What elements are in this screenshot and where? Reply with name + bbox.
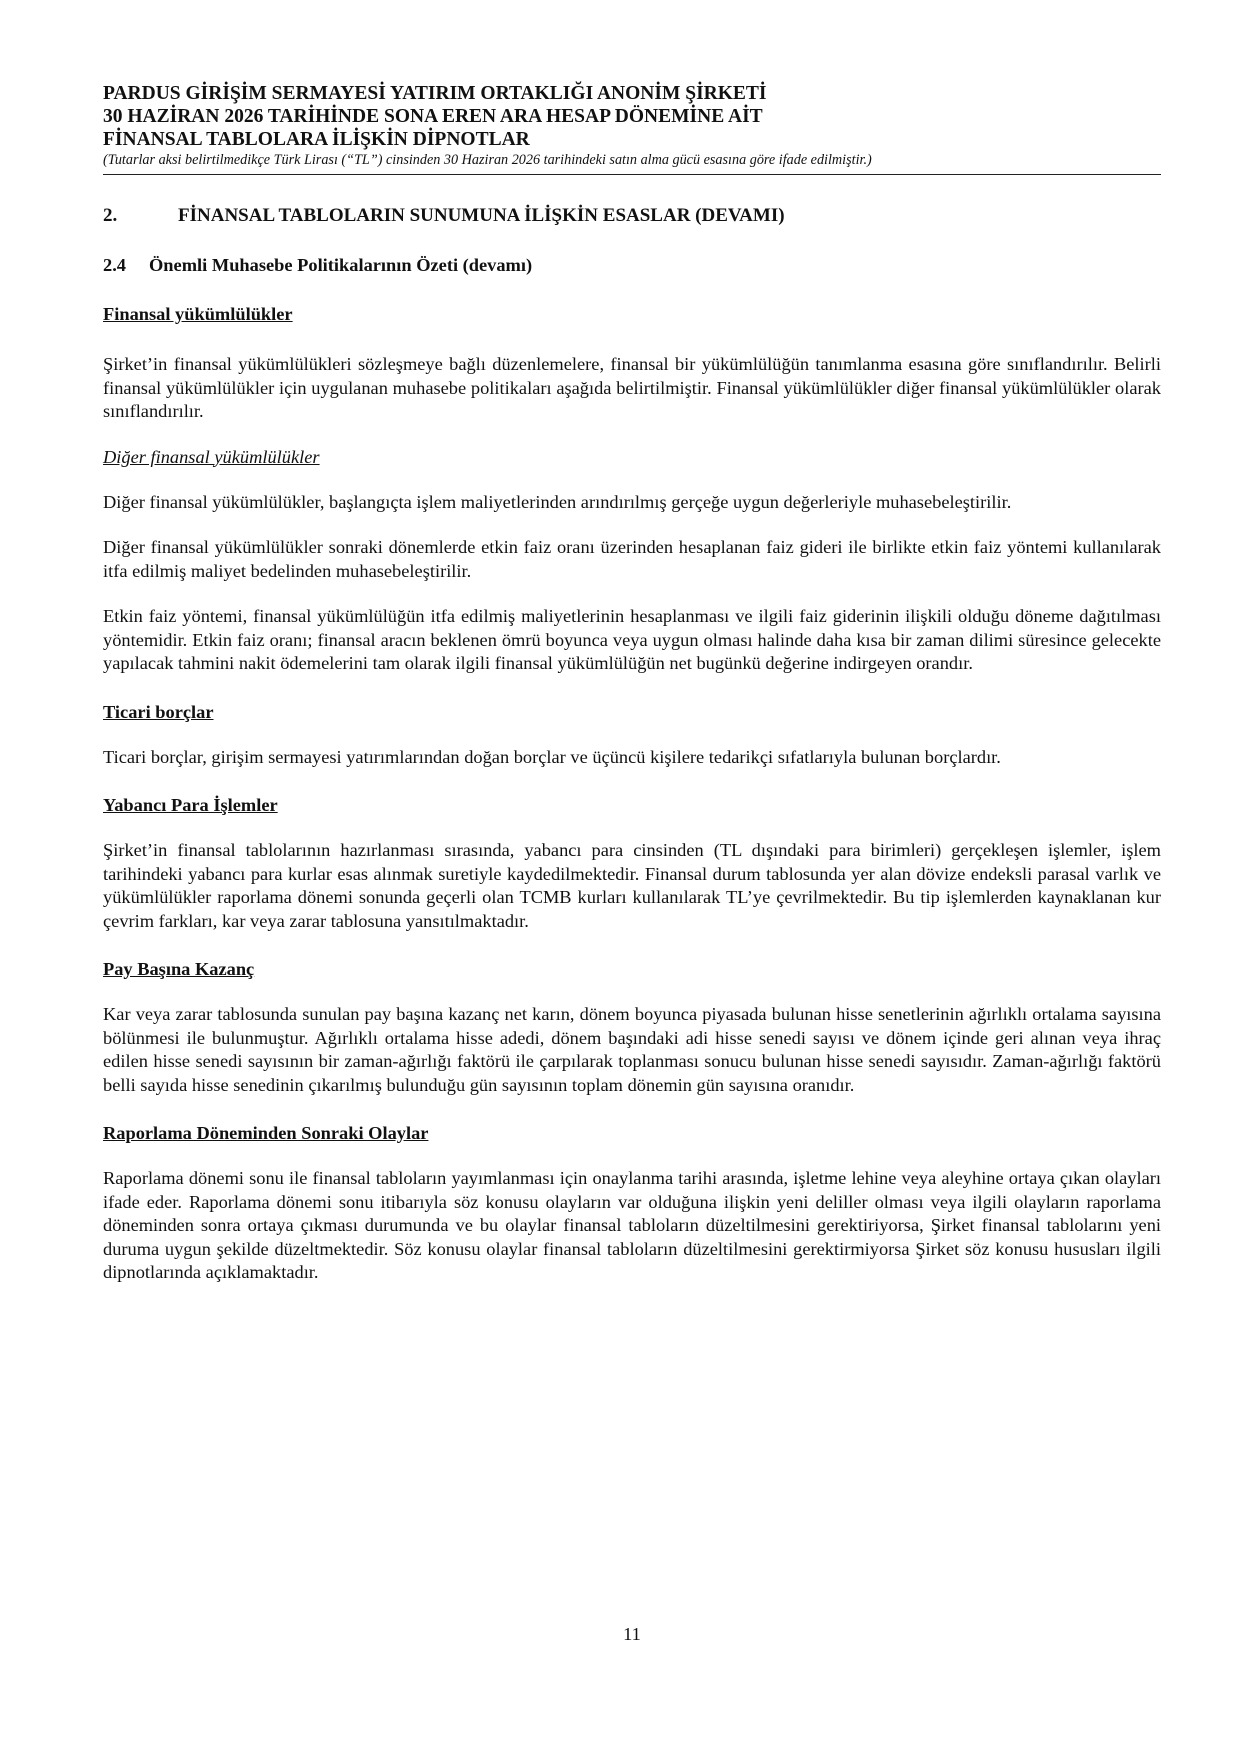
heading-subsequent-events: Raporlama Döneminden Sonraki Olaylar	[103, 1123, 429, 1143]
subsection-title: Önemli Muhasebe Politikalarının Özeti (devamı)	[149, 255, 533, 275]
page-number: 11	[623, 1624, 641, 1644]
notes-title: FİNANSAL TABLOLARA İLİŞKİN DİPNOTLAR	[103, 129, 530, 150]
period-title: 30 HAZİRAN 2026 TARİHİNDE SONA EREN ARA HESAP DÖNEMİNE AİT	[103, 106, 763, 127]
section-number: 2.	[103, 205, 118, 226]
heading-other-financial-liabilities: Diğer finansal yükümlülükler	[103, 446, 320, 467]
document-header	[103, 82, 1161, 169]
document-body	[103, 204, 1161, 1285]
paragraph-subsequent-events: Raporlama dönemi sonu ile finansal tabloların yayımlanması için onaylanma tarihi arasında, işletme lehine veya aleyhine ortaya çıkan olayları ifade eder. Raporlama dönemi sonu itibarıyla söz konusu olayların var olduğuna ilişkin yeni deliller olması veya ilgili olayların raporlama döneminden sonra ortaya çıkması durumunda ve bu olaylar finansal tabloların düzeltilmesini gerektiriyorsa, Şirket finansal tablolarını yeni duruma uygun şekilde düzeltmektedir. Söz konusu olaylar finansal tabloların düzeltilmesini gerektirmiyorsa Şirket söz konusu hususları ilgili dipnotlarında açıklamaktadır.	[103, 1168, 1161, 1282]
heading-financial-liabilities: Finansal yükümlülükler	[103, 304, 293, 324]
section-title: FİNANSAL TABLOLARIN SUNUMUNA İLİŞKİN ESASLAR (DEVAMI)	[178, 205, 785, 226]
subsection-number: 2.4	[103, 255, 126, 275]
heading-earnings-per-share: Pay Başına Kazanç	[103, 959, 255, 979]
heading-foreign-currency: Yabancı Para İşlemler	[103, 795, 278, 815]
paragraph-other-2: Diğer finansal yükümlülükler sonraki dönemlerde etkin faiz oranı üzerinden hesaplanan faiz gideri ile birlikte etkin faiz yöntemi kullanılarak itfa edilmiş maliyet bedelinden muhasebeleştirilir.	[103, 537, 1161, 581]
company-name: PARDUS GİRİŞİM SERMAYESİ YATIRIM ORTAKLIĞI ANONİM ŞİRKETİ	[103, 83, 767, 104]
currency-note: (Tutarlar aksi belirtilmedikçe Türk Lirası (“TL”) cinsinden 30 Haziran 2026 tarihindeki satın alma gücü esasına göre ifade edilmiştir.)	[103, 152, 872, 168]
heading-trade-payables: Ticari borçlar	[103, 701, 214, 722]
paragraph-trade-payables: Ticari borçlar, girişim sermayesi yatırımlarından doğan borçlar ve üçüncü kişilere tedarikçi sıfatlarıyla bulunan borçlardır.	[103, 746, 1001, 767]
section-heading	[103, 204, 1161, 227]
subsection-heading	[103, 254, 1161, 277]
paragraph-financial-liabilities: Şirket’in finansal yükümlülükleri sözleşmeye bağlı düzenlemelere, finansal bir yükümlülüğün tanımlanma esasına göre sınıflandırılır. Belirli finansal yükümlülükler için uygulanan muhasebe politikaları aşağıda belirtilmiştir. Finansal yükümlülükler diğer finansal yükümlülükler olarak sınıflandırılır.	[103, 354, 1161, 421]
paragraph-other-3: Etkin faiz yöntemi, finansal yükümlülüğün itfa edilmiş maliyetlerinin hesaplanması ve ilgili faiz giderinin ilişkili olduğu döneme dağıtılması yöntemidir. Etkin faiz oranı; finansal aracın beklenen ömrü boyunca veya uygun olması halinde daha kısa bir zaman dilimi süresince gelecekte yapılacak tahmini nakit ödemelerini tam olarak ilgili finansal yükümlülüğün net bugünkü değerine indirgeyen orandır.	[103, 606, 1161, 673]
paragraph-foreign-currency: Şirket’in finansal tablolarının hazırlanması sırasında, yabancı para cinsinden (TL dışındaki para birimleri) gerçekleşen işlemler, işlem tarihindeki yabancı para kurlar esas alınmak suretiyle kaydedilmektedir. Finansal durum tablosunda yer alan dövize endeksli parasal varlık ve yükümlülükler raporlama dönemi sonunda geçerli olan TCMB kurları kullanılarak TL’ye çevrilmektedir. Bu tip işlemlerden kaynaklanan kur çevrim farkları, kar veya zarar tablosuna yansıtılmaktadır.	[103, 840, 1161, 931]
paragraph-earnings-per-share: Kar veya zarar tablosunda sunulan pay başına kazanç net karın, dönem boyunca piyasada bulunan hisse senetlerinin ağırlıklı ortalama sayısına bölünmesi ile bulunmuştur. Ağırlıklı ortalama hisse adedi, dönem başındaki adi hisse senedi sayısı ve dönem içinde geri alınan veya ihraç edilen hisse senedi sayısının bir zaman-ağırlığı faktörü ile çarpılarak toplanması sonucu bulunan hisse senedi sayısıdır. Zaman-ağırlığı faktörü belli sayıda hisse senedinin çıkarılmış bulunduğu gün sayısının toplam dönemin gün sayısına oranıdır.	[103, 1004, 1161, 1095]
paragraph-other-1: Diğer finansal yükümlülükler, başlangıçta işlem maliyetlerinden arındırılmış gerçeğe uygun değerleriyle muhasebeleştirilir.	[103, 491, 1012, 512]
header-divider	[103, 174, 1161, 175]
